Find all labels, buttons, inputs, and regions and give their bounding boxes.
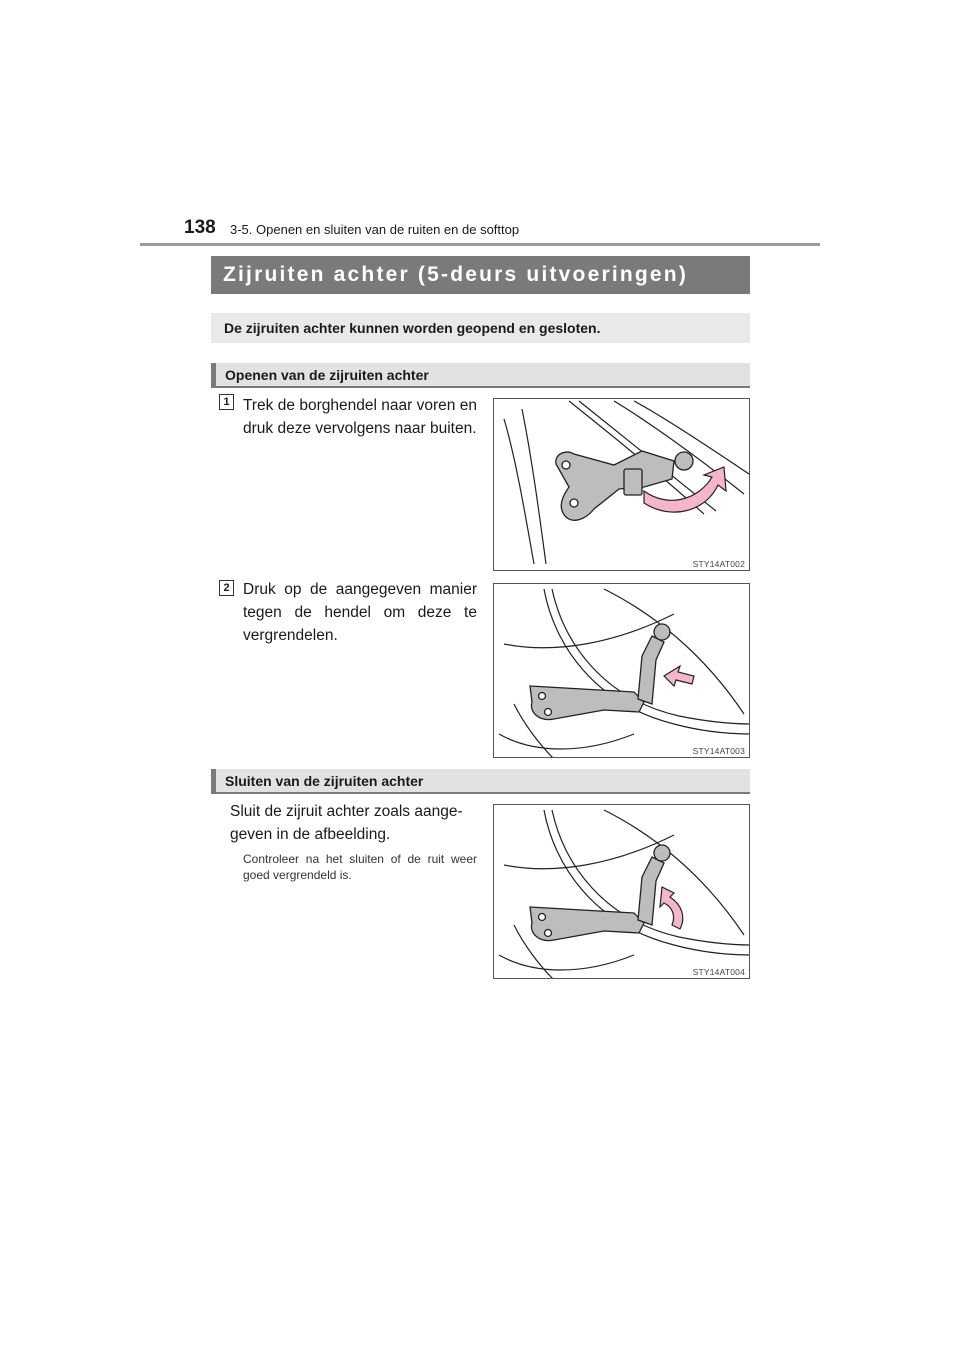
closing-note: Controleer na het sluiten of de ruit weer goed vergrendeld is.	[243, 852, 477, 882]
figure-code: STY14AT002	[692, 559, 745, 569]
subheading-opening: Openen van de zijruiten achter	[211, 363, 750, 388]
figure-code: STY14AT004	[692, 967, 745, 977]
section-title: Zijruiten achter (5-deurs uitvoeringen)	[211, 256, 750, 294]
subheading-closing: Sluiten van de zijruiten achter	[211, 769, 750, 794]
figure-code: STY14AT003	[692, 746, 745, 756]
hinge-lever-illustration	[494, 584, 750, 758]
step-text: Trek de borghendel naar voren en druk deze vervolgens naar buiten.	[243, 397, 477, 437]
direction-arrow	[660, 887, 683, 929]
page-number: 138	[184, 217, 216, 238]
running-header: 3-5. Openen en sluiten van de ruiten en de softtop	[230, 222, 520, 237]
closing-instruction: Sluit de zijruit achter zoals aange-geven in de afbeelding.	[230, 803, 463, 843]
figure-close-window	[493, 804, 750, 979]
section-intro: De zijruiten achter kunnen worden geopend en gesloten.	[211, 313, 750, 343]
figure-unlock-lever	[493, 398, 750, 571]
header-divider	[140, 243, 820, 246]
step-number-badge: 1	[219, 394, 234, 410]
figure-lock-lever	[493, 583, 750, 758]
direction-arrow	[664, 666, 694, 686]
hinge-lever-illustration	[494, 399, 750, 571]
step-text: Druk op de aangegeven manier tegen de hendel om deze te vergrendelen.	[243, 581, 477, 644]
hinge-lever-illustration	[494, 805, 750, 979]
step-number-badge: 2	[219, 580, 234, 596]
